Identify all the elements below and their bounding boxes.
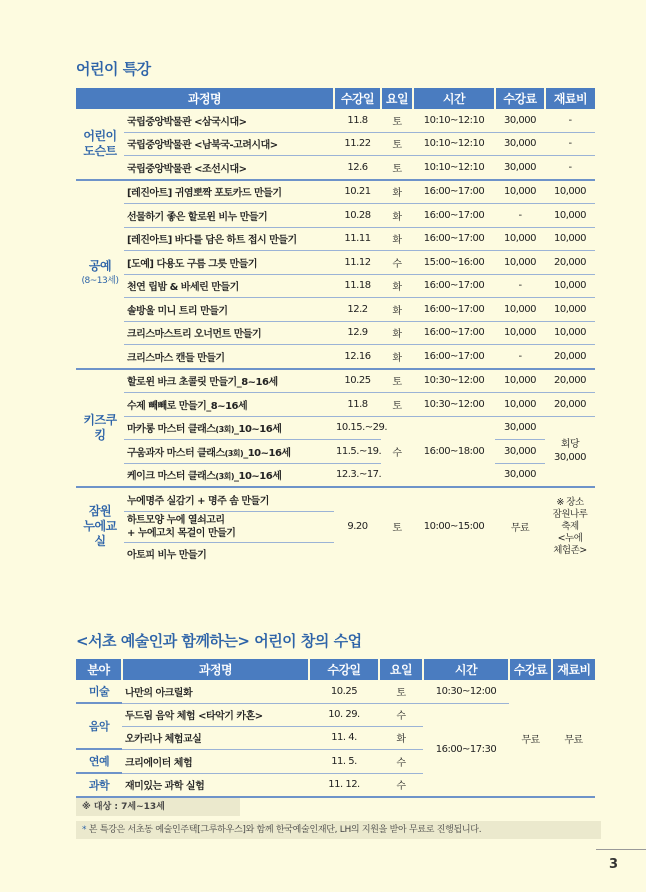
course-material: 20,000 (545, 393, 595, 417)
course-day: 수 (379, 703, 423, 726)
course-day: 화 (381, 227, 413, 251)
kids-special-table (76, 88, 595, 565)
course-time: 10:30~12:00 (413, 369, 495, 393)
course-date: 11.12 (334, 251, 381, 275)
course-fee: 30,000 (495, 109, 545, 132)
note-star: * (82, 825, 87, 835)
course-date: 12.9 (334, 321, 381, 345)
course-title: 바다를 담은 하트 접시 만들기 (174, 235, 297, 247)
header-date: 수강일 (309, 659, 379, 680)
course-material: 20,000 (545, 369, 595, 393)
course-time: 10:10~12:10 (413, 109, 495, 132)
creative-class-table (76, 659, 595, 798)
course-time: 10:10~12:10 (413, 156, 495, 180)
course-date: 10.28 (334, 204, 381, 228)
note-text: 본 특강은 서초동 예술인주택[그루하우스]와 함께 한국예술인재단, LH의 지원을 받아 무료로 진행됩니다. (88, 825, 482, 835)
course-sessions: (3회) (215, 425, 235, 435)
course-fee: 30,000 (495, 463, 545, 487)
course-time: 10:30~12:00 (423, 680, 509, 703)
course-time: 16:00~17:30 (423, 703, 509, 797)
course-date: 11.18 (334, 274, 381, 298)
header-time: 시간 (423, 659, 509, 680)
course-time: 10:00~15:00 (423, 521, 485, 532)
course-material: 20,000 (545, 345, 595, 369)
header-material: 재료비 (545, 88, 595, 109)
course-sessions: (3회) (224, 448, 244, 458)
course-date: 11. 5. (309, 749, 379, 773)
course-material: - (545, 132, 595, 156)
course-name: 크리스마스트리 오너먼트 만들기 (124, 321, 334, 345)
course-name: 국립중앙박물관 <조선시대> (124, 156, 334, 180)
course-day: 토 (379, 680, 423, 703)
table-row (76, 132, 595, 156)
table-row (76, 487, 595, 511)
course-material: 20,000 (545, 251, 595, 275)
group-craft (76, 180, 124, 369)
course-day: 화 (381, 204, 413, 228)
sponsor-note (76, 821, 601, 839)
table-header-row (76, 659, 595, 680)
course-material: 10,000 (545, 274, 595, 298)
course-day: 토 (381, 156, 413, 180)
group-craft-name: 공예 (88, 259, 112, 273)
course-name: 할로윈 바크 초콜릿 만들기_8~16세 (124, 369, 334, 393)
course-name (124, 227, 334, 251)
course-title: 다용도 구름 그릇 만들기 (156, 258, 257, 270)
header-course: 과정명 (76, 88, 334, 109)
course-name: 아토피 비누 만들기 (127, 550, 207, 562)
table-row (76, 227, 595, 251)
table-row (76, 109, 595, 132)
course-day: 토 (381, 132, 413, 156)
header-date: 수강일 (334, 88, 381, 109)
course-sessions: (3회) (215, 472, 235, 482)
course-material: 10,000 (545, 204, 595, 228)
course-date: 9.20 (347, 521, 368, 532)
table-row (76, 321, 595, 345)
course-date: 12.6 (334, 156, 381, 180)
header-time: 시간 (413, 88, 495, 109)
course-fee: 10,000 (495, 369, 545, 393)
header-day: 요일 (379, 659, 423, 680)
course-name: 나만의 아크릴화 (122, 680, 309, 703)
course-fee: 10,000 (495, 298, 545, 322)
course-title: 마카롱 마스터 클래스 (127, 424, 216, 436)
course-fee: 10,000 (495, 321, 545, 345)
course-date: 10.21 (334, 180, 381, 204)
course-day: 화 (381, 345, 413, 369)
course-time: 16:00~17:00 (413, 227, 495, 251)
course-date: 11.11 (334, 227, 381, 251)
course-date: 12.16 (334, 345, 381, 369)
course-date: 11.5.~19. (334, 440, 381, 464)
course-material: 10,000 (545, 298, 595, 322)
course-day: 수 (381, 416, 413, 487)
group-kids-cooking: 키즈쿠킹 (76, 369, 124, 488)
course-age: _10~16세 (234, 424, 282, 436)
course-name (124, 440, 334, 464)
course-name: 크리스마스 캔들 만들기 (124, 345, 334, 369)
table-row (76, 369, 595, 393)
course-material: 무료 (552, 680, 595, 797)
field-music: 음악 (76, 703, 122, 749)
course-day: 수 (379, 773, 423, 797)
group-docent: 어린이 도슨트 (76, 109, 124, 180)
table-row (76, 298, 595, 322)
course-material: 회당 30,000 (545, 416, 595, 487)
table-row (76, 416, 595, 440)
course-time: 10:30~12:00 (413, 393, 495, 417)
group-craft-age: (8~13세) (81, 276, 119, 286)
course-name: 수제 빼빼로 만들기_8~16세 (124, 393, 334, 417)
header-course: 과정명 (122, 659, 309, 680)
course-name: 선물하기 좋은 할로윈 비누 만들기 (124, 204, 334, 228)
course-tag: [도예] (127, 258, 154, 270)
course-name (124, 463, 334, 487)
course-date: 10.25 (309, 680, 379, 703)
target-age-note: ※ 대상 : 7세~13세 (76, 798, 240, 816)
course-day: 화 (381, 274, 413, 298)
course-fee: 10,000 (495, 180, 545, 204)
table-row (76, 156, 595, 180)
course-time: 15:00~16:00 (413, 251, 495, 275)
course-time: 16:00~17:00 (413, 345, 495, 369)
course-name: 국립중앙박물관 <남북국-고려시대> (124, 132, 334, 156)
course-fee: 10,000 (495, 227, 545, 251)
section-title-kids-special: 어린이 특강 (76, 60, 151, 78)
course-fee: 10,000 (495, 251, 545, 275)
course-time: 16:00~17:00 (413, 180, 495, 204)
course-tag: [레진아트] (127, 188, 172, 200)
course-day: 토 (381, 369, 413, 393)
course-material: 10,000 (545, 321, 595, 345)
course-tag: [레진아트] (127, 235, 172, 247)
section-title-creative-class: <서초 예술인과 함께하는> 어린이 창의 수업 (76, 632, 362, 650)
course-name: 누에명주 실감기 + 명주 솜 만들기 (124, 487, 334, 511)
page-divider (596, 849, 646, 850)
page-number: 3 (609, 857, 619, 872)
course-fee: 무료 (510, 523, 530, 534)
header-day: 요일 (381, 88, 413, 109)
course-title: 케이크 마스터 클래스 (127, 471, 216, 483)
header-material: 재료비 (552, 659, 595, 680)
course-material: - (545, 109, 595, 132)
course-date: 11.22 (334, 132, 381, 156)
table-row (76, 393, 595, 417)
course-fee: 30,000 (495, 132, 545, 156)
course-day: 화 (381, 180, 413, 204)
table-header-row (76, 88, 595, 109)
course-name: 크리에이터 체험 (122, 749, 309, 773)
course-name: 국립중앙박물관 <삼국시대> (124, 109, 334, 132)
course-fee: 10,000 (495, 393, 545, 417)
course-fee: - (495, 204, 545, 228)
course-day: 화 (381, 298, 413, 322)
course-fee: 30,000 (495, 156, 545, 180)
course-name: 솔방울 미니 트리 만들기 (124, 298, 334, 322)
course-name: 재미있는 과학 실험 (122, 773, 309, 797)
course-date: 10.15.~29. (334, 416, 381, 440)
course-day: 화 (381, 321, 413, 345)
course-fee: 30,000 (495, 440, 545, 464)
course-date: 11.8 (334, 109, 381, 132)
course-day: 수 (379, 749, 423, 773)
course-date: 10. 29. (309, 703, 379, 726)
course-time: 10:10~12:10 (413, 132, 495, 156)
table-row (76, 251, 595, 275)
course-fee: 30,000 (495, 416, 545, 440)
course-name: 천연 립밤 & 바세린 만들기 (124, 274, 334, 298)
course-time: 16:00~17:00 (413, 274, 495, 298)
header-fee: 수강료 (495, 88, 545, 109)
course-day: 수 (381, 251, 413, 275)
course-date: 12.3.~17. (334, 463, 381, 487)
table-row (76, 204, 595, 228)
course-date: 11. 12. (309, 773, 379, 797)
course-day: 토 (381, 393, 413, 417)
header-field: 분야 (76, 659, 122, 680)
table-row (76, 463, 595, 487)
course-date: 10.25 (334, 369, 381, 393)
course-name (124, 251, 334, 275)
course-fee: - (495, 345, 545, 369)
course-date: 11.8 (334, 393, 381, 417)
course-age: _10~16세 (243, 447, 291, 459)
course-age: _10~16세 (234, 471, 282, 483)
course-fee: - (495, 274, 545, 298)
course-material: 10,000 (545, 227, 595, 251)
table-row (76, 274, 595, 298)
course-day: 토 (392, 523, 402, 534)
course-time: 16:00~17:00 (413, 298, 495, 322)
course-title: 구움과자 마스터 클래스 (127, 447, 225, 459)
course-name: 오카리나 체험교실 (122, 726, 309, 749)
course-name (124, 180, 334, 204)
course-day: 화 (379, 726, 423, 749)
course-fee: 무료 (509, 680, 552, 797)
course-date: 11. 4. (309, 726, 379, 749)
course-time: 16:00~17:00 (413, 204, 495, 228)
table-row (76, 180, 595, 204)
course-time: 16:00~17:00 (413, 321, 495, 345)
field-science: 과학 (76, 773, 122, 797)
table-row (76, 440, 595, 464)
course-name (124, 416, 334, 440)
course-material: ※ 장소 잠원나루 축제 <누에 체험존> (552, 496, 588, 556)
course-material: - (545, 156, 595, 180)
field-entertainment: 연예 (76, 749, 122, 773)
course-material: 10,000 (545, 180, 595, 204)
course-time: 16:00~18:00 (413, 416, 495, 487)
table-row (76, 345, 595, 369)
course-name: 하트모양 누에 열쇠고리 + 누에고치 목걸이 만들기 (124, 511, 334, 542)
course-title: 귀염뽀짝 포토카드 만들기 (174, 188, 282, 200)
course-day: 토 (381, 109, 413, 132)
group-jamwon: 잠원 누에교실 (83, 504, 117, 548)
course-date: 12.2 (334, 298, 381, 322)
field-art: 미술 (76, 680, 122, 703)
course-name: 두드림 음악 체험 <타악기 카혼> (122, 703, 309, 726)
header-fee: 수강료 (509, 659, 552, 680)
table-row (76, 680, 595, 703)
